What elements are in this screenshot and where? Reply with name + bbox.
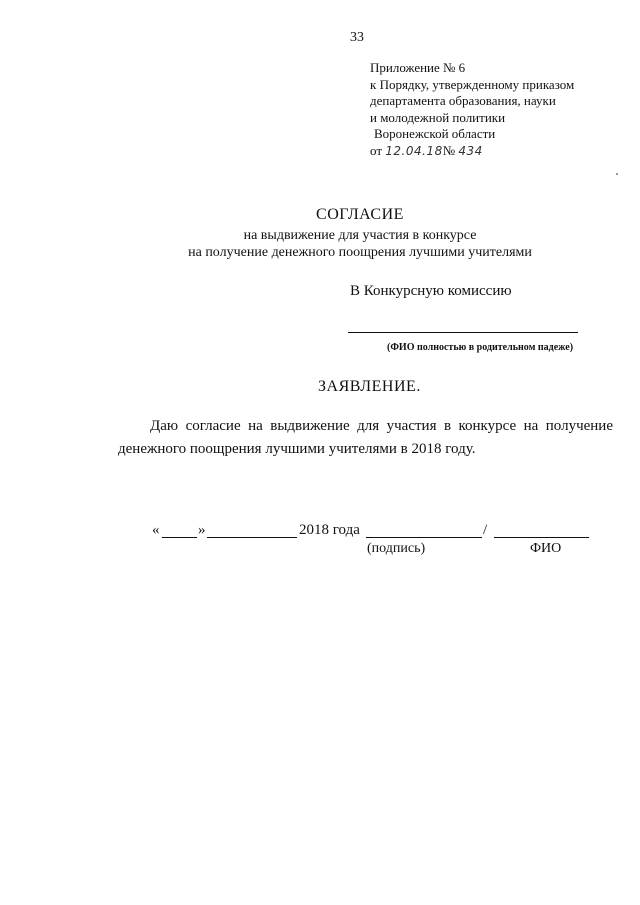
appendix-line-region: Воронежской области <box>374 126 496 141</box>
fio-caption: (ФИО полностью в родительном падеже) <box>387 342 574 353</box>
from-label: от <box>370 142 383 158</box>
document-subtitle-line2: на получение денежного поощрения лучшими учителями <box>188 245 532 260</box>
appendix-title: Приложение № 6 <box>370 60 466 75</box>
year-text: 2018 года <box>299 522 360 538</box>
statement-body-line2: денежного поощрения лучшими учителями в 2018 году. <box>118 441 476 457</box>
appendix-line-department: департамента образования, науки <box>370 93 556 108</box>
page-number: 33 <box>350 30 364 45</box>
number-label: № <box>442 142 456 158</box>
day-blank-line <box>162 537 197 538</box>
scan-speck <box>616 173 618 175</box>
appendix-date-line <box>370 143 574 160</box>
close-quote: » <box>198 522 206 538</box>
fio-signature-blank-line <box>494 537 589 538</box>
document-subtitle-line1: на выдвижение для участия в конкурсе <box>243 228 477 243</box>
addressee-commission: В Конкурсную комиссию <box>350 283 512 299</box>
open-quote: « <box>152 522 160 538</box>
statement-body-line1: Даю согласие на выдвижение для участия в конкурсе на получение <box>150 418 613 434</box>
statement-title: ЗАЯВЛЕНИЕ. <box>318 378 421 395</box>
appendix-line-policy: и молодежной политики <box>370 109 506 125</box>
signature-caption: (подпись) <box>367 541 426 556</box>
month-blank-line <box>207 537 297 538</box>
appendix-block <box>370 60 574 159</box>
slash-separator: / <box>483 522 488 538</box>
signature-blank-line <box>366 537 482 538</box>
fio-blank-line <box>348 332 578 333</box>
fio-label: ФИО <box>530 541 562 556</box>
document-title: СОГЛАСИЕ <box>316 206 404 223</box>
handwritten-number: 434 <box>458 143 483 158</box>
appendix-line-order: к Порядку, утвержденному приказом <box>370 76 575 92</box>
handwritten-date: 12.04.18 <box>385 143 443 158</box>
